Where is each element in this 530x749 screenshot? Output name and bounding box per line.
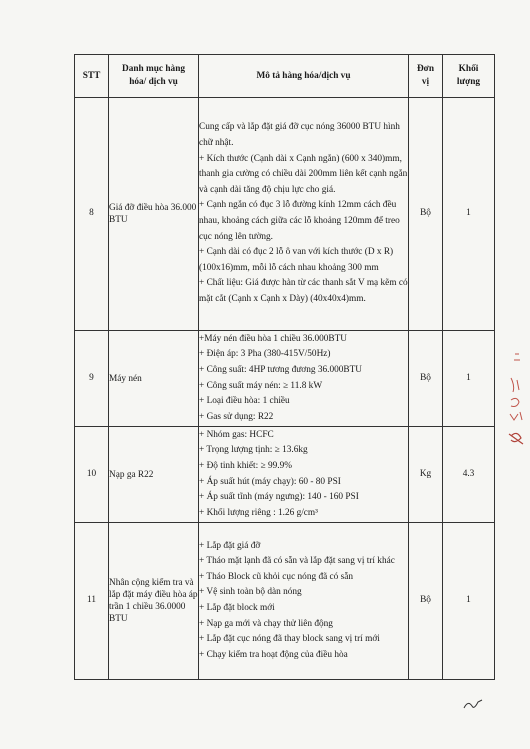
initials-signature <box>462 698 484 712</box>
goods-table <box>74 54 495 680</box>
row-qty: 4.3 <box>443 427 495 523</box>
row-stt: 11 <box>75 523 109 680</box>
row-description <box>199 98 409 331</box>
desc-line: + Loại điều hòa: 1 chiều <box>199 396 290 407</box>
desc-line: + Tháo Block cũ khỏi cục nóng đã có sẵn <box>199 571 354 582</box>
header-stt: STT <box>75 55 109 98</box>
row-name: Giá đỡ điều hòa 36.000 BTU <box>109 98 199 331</box>
desc-line: + Gas sử dụng: R22 <box>199 411 274 422</box>
row-qty: 1 <box>443 331 495 427</box>
desc-line: Cung cấp và lắp đặt giá đỡ cục nóng 36000 BTU hình chữ nhật. <box>199 122 400 149</box>
row-stt: 8 <box>75 98 109 331</box>
row-unit: Kg <box>409 427 443 523</box>
row-name: Máy nén <box>109 331 199 427</box>
row-qty: 1 <box>443 98 495 331</box>
desc-line: +Máy nén điều hòa 1 chiều 36.000BTU <box>199 333 348 344</box>
row-stt: 10 <box>75 427 109 523</box>
desc-line: + Tháo mặt lạnh đã có sẵn và lắp đặt sang vị trí khác <box>199 556 395 567</box>
desc-line: + Chất liệu: Giá được hàn từ các thanh sắt V mạ kẽm có mặt cắt (Cạnh x Cạnh x Dày) (40x40x4)mm. <box>199 278 408 304</box>
row-name: Nhân cộng kiểm tra và lắp đặt máy điều hòa áp trần 1 chiều 36.0000 BTU <box>109 523 199 680</box>
row-description <box>199 331 409 427</box>
desc-line: + Nạp ga mới và chạy thử liên động <box>199 618 333 629</box>
desc-line: + Lắp đặt block mới <box>199 603 275 613</box>
row-description <box>199 523 409 680</box>
desc-line: + Cạnh ngắn có đục 3 lỗ đường kính 12mm cách đều nhau, khoảng cách giữa các lỗ khoảng 120mm để treo cục nóng lên tường. <box>199 200 400 242</box>
header-name: Danh mục hàng hóa/ dịch vụ <box>109 55 199 98</box>
row-description <box>199 427 409 523</box>
desc-line: + Áp suất hút (máy chạy): 60 - 80 PSI <box>199 476 341 487</box>
desc-line: + Trọng lượng tịnh: ≥ 13.6kg <box>199 445 308 456</box>
desc-line: + Cạnh dài có đục 2 lỗ ô van với kích thước (D x R) (100x16)mm, mỗi lỗ cách nhau khoảng 300 mm <box>199 247 394 273</box>
desc-line: + Áp suất tĩnh (máy ngưng): 140 - 160 PSI <box>199 492 359 503</box>
desc-line: + Vệ sinh toàn bộ dàn nóng <box>199 587 302 598</box>
row-qty: 1 <box>443 523 495 680</box>
row-name: Nạp ga R22 <box>109 427 199 523</box>
row-unit: Bộ <box>409 331 443 427</box>
row-unit: Bộ <box>409 98 443 331</box>
desc-line: + Khối lượng riêng : 1.26 g/cm³ <box>199 507 318 518</box>
desc-line: + Điện áp: 3 Pha (380-415V/50Hz) <box>199 349 331 360</box>
row-unit: Bộ <box>409 523 443 680</box>
table-row <box>75 523 495 680</box>
row-stt: 9 <box>75 331 109 427</box>
desc-line: + Nhóm gas: HCFC <box>199 429 274 440</box>
table-row <box>75 331 495 427</box>
desc-line: + Công suất: 4HP tương đương 36.000BTU <box>199 364 362 375</box>
desc-line: + Độ tinh khiết: ≥ 99.9% <box>199 460 292 471</box>
header-desc: Mô tả hàng hóa/dịch vụ <box>199 55 409 98</box>
desc-line: + Kích thước (Cạnh dài x Cạnh ngắn) (600 x 340)mm, thanh gia cường có chiều dài 200mm liên kết cạnh ngắn và cạnh dài tăng độ chịu lực cho giá. <box>199 153 408 195</box>
desc-line: + Công suất máy nén: ≥ 11.8 kW <box>199 380 323 391</box>
desc-line: + Lắp đặt cục nóng đã thay block sang vị trí mới <box>199 634 380 645</box>
table-header-row <box>75 55 495 98</box>
desc-line: + Lắp đặt giá đỡ <box>199 540 261 551</box>
header-unit: Đơn vị <box>409 55 443 98</box>
desc-line: + Chạy kiểm tra hoạt động của điều hòa <box>199 649 348 660</box>
margin-handwriting-mark <box>505 350 529 450</box>
header-qty: Khối lượng <box>443 55 495 98</box>
table-row <box>75 98 495 331</box>
table-row <box>75 427 495 523</box>
